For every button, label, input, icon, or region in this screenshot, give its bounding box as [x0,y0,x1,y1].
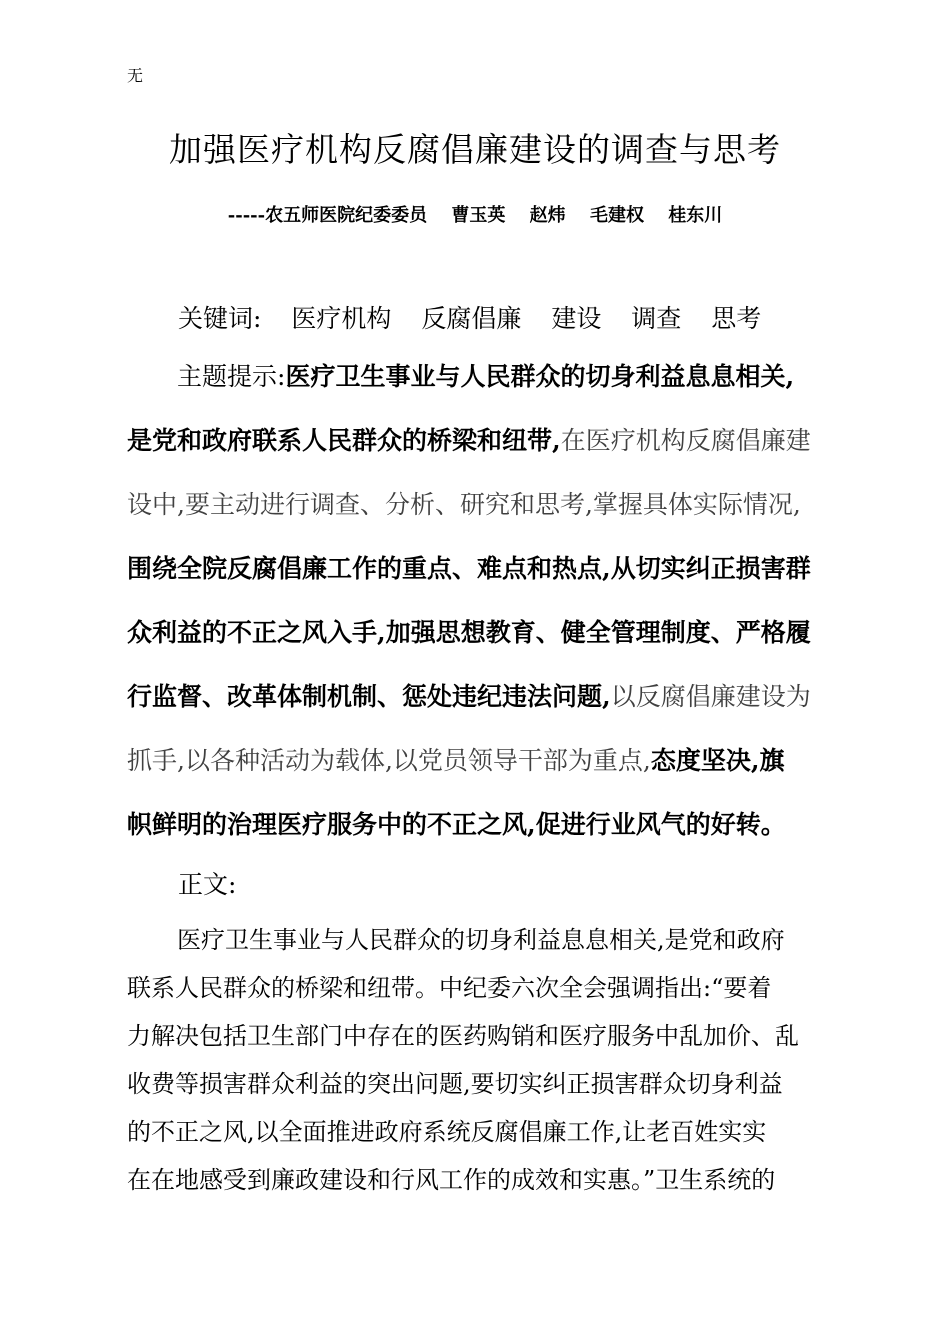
abstract-text: 在医疗机构反腐倡廉建 [560,426,811,455]
abstract-line [127,422,833,460]
abstract-line [127,614,833,652]
abstract-line [127,486,833,524]
byline-affiliation: -----农五师医院纪委委员 [227,205,428,226]
body-line: 联系人民群众的桥梁和纽带。中纪委六次全会强调指出:“要着 [127,974,772,1002]
keywords-line [178,300,761,338]
abstract-text: 设中,要主动进行调查、分析、研究和思考,掌握具体实际情况, [127,490,801,519]
abstract-text: 抓手,以各种活动为载体,以党员领导干部为重点, [127,746,651,775]
byline-author: 曹玉英 [451,205,506,226]
abstract-text: 态度坚决,旗 [650,746,785,775]
byline-author: 桂东川 [668,205,723,226]
keyword: 医疗机构 [291,304,392,333]
abstract-line [127,358,833,396]
document-title: 加强医疗机构反腐倡廉建设的调查与思考 [169,130,781,169]
body-line: 的不正之风,以全面推进政府系统反腐倡廉工作,让老百姓实实 [127,1118,767,1146]
header-mark: 无 [127,66,144,85]
body-line: 力解决包括卫生部门中存在的医药购销和医疗服务中乱加价、乱 [127,1022,799,1050]
abstract-line [127,550,833,588]
abstract-text: 医疗卫生事业与人民群众的切身利益息息相关, [285,362,795,391]
abstract-label: 主题提示: [177,362,286,391]
section-heading: 正文: [178,870,237,899]
keyword: 调查 [631,304,682,333]
abstract-text: 以反腐倡廉建设为 [610,682,811,711]
abstract-line [127,678,833,716]
abstract-text: 众利益的不正之风入手,加强思想教育、健全管理制度、严格履 [127,618,811,647]
abstract-line [127,806,833,844]
byline [0,204,950,228]
byline-author: 毛建权 [589,205,644,226]
abstract-line [127,742,833,780]
keyword: 思考 [711,304,762,333]
keywords-label: 关键词: [178,304,262,333]
abstract-text: 围绕全院反腐倡廉工作的重点、难点和热点,从切实纠正损害群 [127,554,811,583]
body-line: 收费等损害群众利益的突出问题,要切实纠正损害群众切身利益 [127,1070,783,1098]
keyword: 反腐倡廉 [421,304,522,333]
body-line: 在在地感受到廉政建设和行风工作的成效和实惠。”卫生系统的 [127,1166,776,1194]
body-line: 医疗卫生事业与人民群众的切身利益息息相关,是党和政府 [177,926,785,954]
abstract-text: 行监督、改革体制机制、惩处违纪违法问题, [127,682,611,711]
byline-author: 赵炜 [529,205,566,226]
abstract-text: 是党和政府联系人民群众的桥梁和纽带, [127,426,561,455]
keyword: 建设 [551,304,602,333]
abstract-text: 帜鲜明的治理医疗服务中的不正之风,促进行业风气的好转。 [127,810,786,839]
